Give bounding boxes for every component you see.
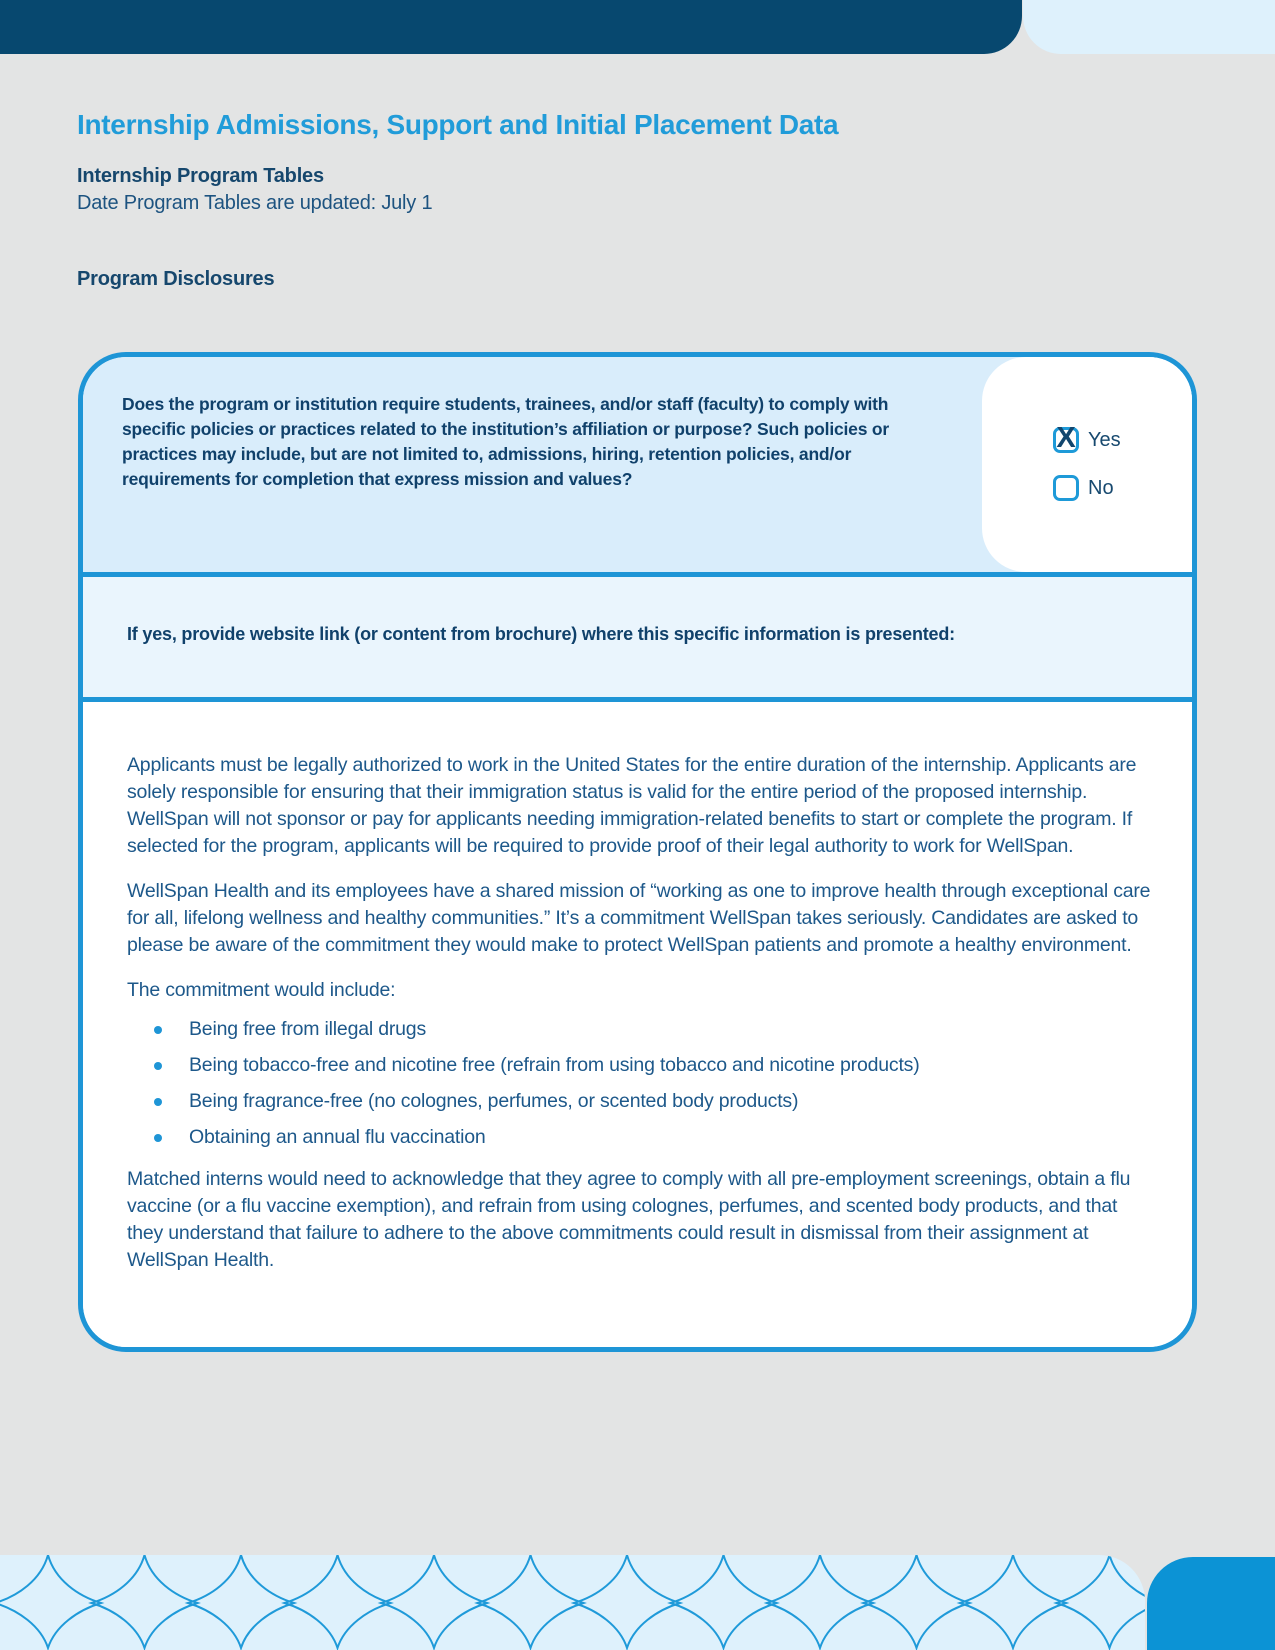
paragraph-mission: WellSpan Health and its employees have a shared mission of “working as one to improve health through exceptional care for all, lifelong wellness and healthy communities.” It’s a commitment WellSpan takes seriously. Candidates are asked to please be aware of the commitment they would make to protect WellSpan patients and promote a healthy environment. — [127, 880, 1151, 956]
answer-panel — [982, 357, 1192, 572]
paragraph-authorization: Applicants must be legally authorized to work in the United States for the entire duration of the internship. Applicants are solely responsible for ensuring that their immigration status is valid for the entire period of the proposed internship. WellSpan will not sponsor or pay for applicants needing immigration-related benefits to start or complete the program. If selected for the program, applicants will be required to provide proof of their legal authority to work for WellSpan. — [127, 754, 1137, 857]
question-text: Does the program or institution require students, trainees, and/or staff (faculty) to comply with specific policies or practices related to the institution’s affiliation or purpose? Such policies or practices may include, but are not limited to, admissions, hiring, retention policies, and/or requirements for completion that express mission and values? — [122, 394, 890, 489]
if-yes-row — [83, 577, 1192, 697]
bullet-icon — [154, 1098, 162, 1106]
checkbox-x-mark: X — [1056, 422, 1076, 455]
list-item-text: Being fragrance-free (no colognes, perfumes, or scented body products) — [189, 1090, 799, 1112]
list-item-text: Being free from illegal drugs — [189, 1018, 426, 1040]
list-item — [127, 1052, 1152, 1079]
bottom-right-accent — [1147, 1557, 1275, 1650]
response-row — [83, 702, 1192, 1347]
list-item — [127, 1016, 1152, 1043]
decorative-pattern-band — [0, 1555, 1145, 1650]
no-label: No — [1088, 476, 1114, 499]
top-light-blue-block — [1023, 0, 1275, 54]
bullet-icon — [154, 1134, 162, 1142]
list-item-text: Obtaining an annual flu vaccination — [189, 1126, 486, 1148]
commitment-list — [127, 1016, 1152, 1151]
ogee-lattice-pattern — [0, 1555, 1145, 1650]
program-tables-heading: Internship Program Tables — [77, 165, 324, 187]
list-item — [127, 1088, 1152, 1115]
question-row — [83, 357, 1192, 572]
bullet-icon — [154, 1026, 162, 1034]
top-navy-bar — [0, 0, 1022, 54]
if-yes-prompt: If yes, provide website link (or content from brochure) where this specific information is presented: — [127, 624, 955, 644]
bullet-icon — [154, 1062, 162, 1070]
list-item-text: Being tobacco-free and nicotine free (refrain from using tobacco and nicotine products) — [189, 1054, 920, 1076]
list-item — [127, 1124, 1152, 1151]
yes-checkbox[interactable] — [1053, 422, 1079, 455]
program-disclosures-heading: Program Disclosures — [77, 268, 275, 290]
yes-label: Yes — [1088, 428, 1121, 451]
disclosure-box — [78, 352, 1197, 1352]
paragraph-acknowledge: Matched interns would need to acknowledge that they agree to comply with all pre-employment screenings, obtain a flu vaccine (or a flu vaccine exemption), and refrain from using colognes, perfumes, and scented body products, and that they understand that failure to adhere to the above commitments could result in dismissal from their assignment at WellSpan Health. — [127, 1168, 1131, 1271]
commitment-intro: The commitment would include: — [127, 979, 396, 1001]
no-checkbox[interactable] — [1053, 475, 1079, 501]
page-title: Internship Admissions, Support and Initial Placement Data — [77, 109, 839, 140]
yes-option — [1053, 422, 1121, 455]
date-updated-line: Date Program Tables are updated: July 1 — [77, 192, 433, 214]
no-option — [1053, 475, 1114, 501]
